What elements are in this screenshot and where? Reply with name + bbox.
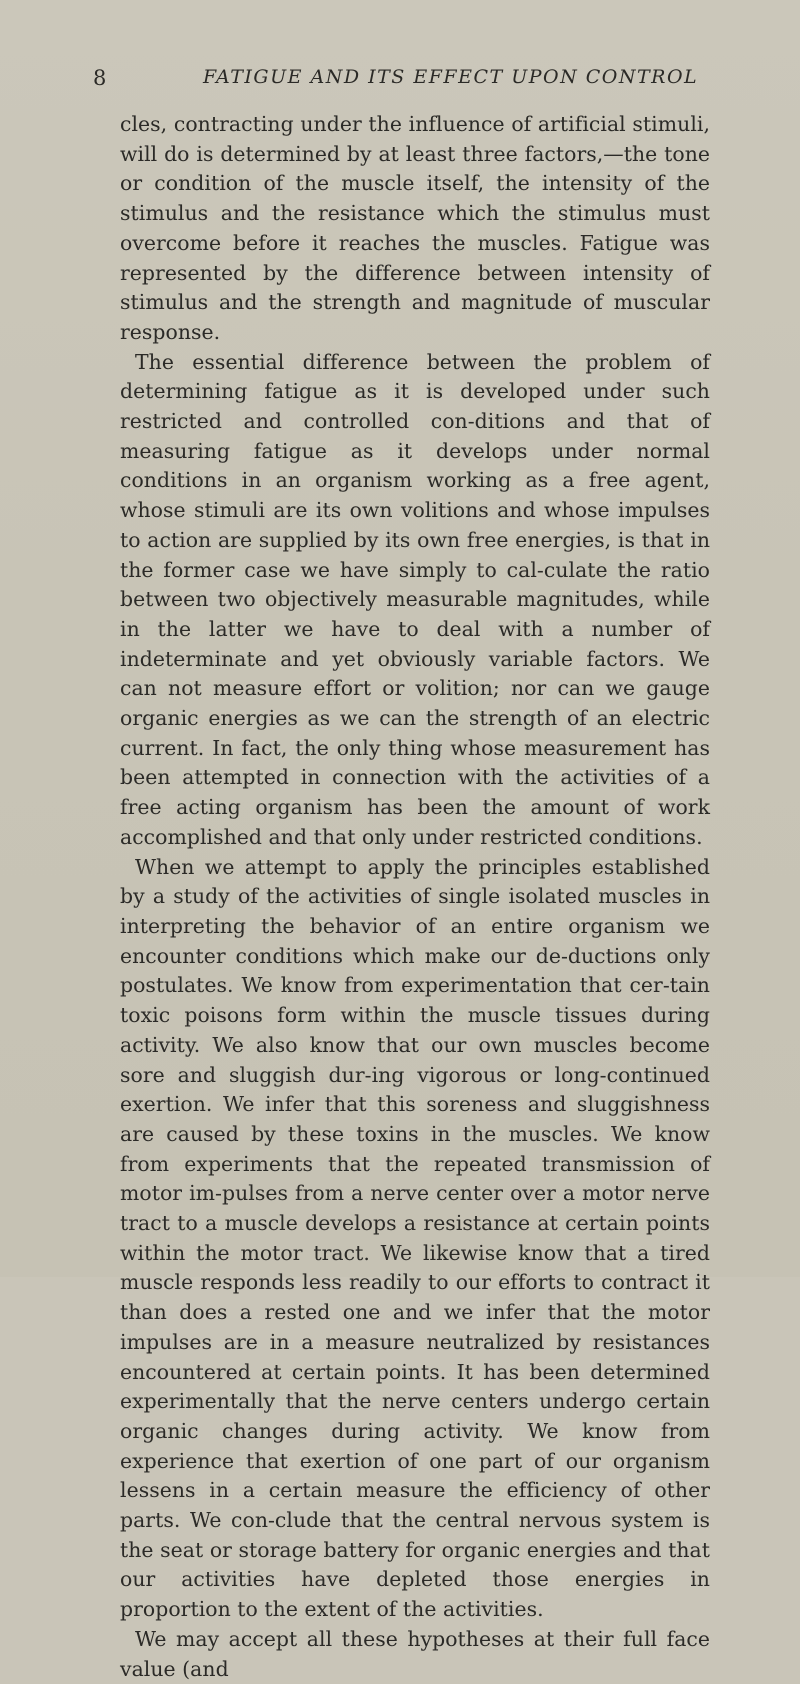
paragraph: The essential difference between the problem of determining fatigue as it is developed under such restricted and controlled con-ditions and that of measuring fatigue as it develops under normal conditions in an organism working as a free agent, whose stimuli are its own volitions and whose impulses to action are supplied by its own free energies, is that in the former case we have simply to cal-culate the ratio between two objectively measurable magnitudes, while in the latter we have to deal with a number of indeterminate and yet obviously variable factors. We can not measure effort or volition; nor can we gauge organic energies as we can the strength of an electric current. In fact, the only thing whose measurement has been attempted in connection with the activities of a free acting organism has been the amount of work accomplished and that only under restricted conditions. (120, 349, 710, 849)
paragraph: When we attempt to apply the principles established by a study of the activities of single isolated muscles in interpreting the behavior of an entire organism we encounter conditions which make our de-ductions only postulates. We know from experimentation that cer-tain toxic poisons form within the muscle tissues during activity. We also know that our own muscles become sore and sluggish dur-ing vigorous or long-continued exertion. We infer that this soreness and sluggishness are caused by these toxins in the muscles. We know from experiments that the repeated transmission of motor im-pulses from a nerve center over a motor nerve tract to a muscle develops a resistance at certain points within the motor tract. We likewise know that a tired muscle responds less readily to our efforts to contract it than does a rested one and we infer that the motor impulses are in a measure neutralized by resistances encountered at certain points. It has been determined experimentally that the nerve centers undergo certain organic changes during activity. We know from experience that exertion of one part of our organism lessens in a certain measure the efficiency of other parts. We con-clude that the central nervous system is the seat or storage battery for organic energies and that our activities have depleted those energies in proportion to the extent of the activities. (120, 854, 710, 1622)
paragraph-continued: cles, contracting under the influence of artificial stimuli, will do is determined by at least three factors,—the tone or condition of the muscle itself, the intensity of the stimulus and the resistance which the stimulus must overcome before it reaches the muscles. Fatigue was represented by the difference between intensity of stimulus and the strength and magnitude of muscular response. (120, 112, 710, 344)
paragraph-last-line: We may accept all these hypotheses at their full face value (and (120, 1626, 710, 1681)
page-number: 8 (93, 66, 107, 90)
running-title: FATIGUE AND ITS EFFECT UPON CONTROL (203, 66, 699, 88)
body-text (120, 110, 710, 1684)
page-header (93, 66, 733, 94)
